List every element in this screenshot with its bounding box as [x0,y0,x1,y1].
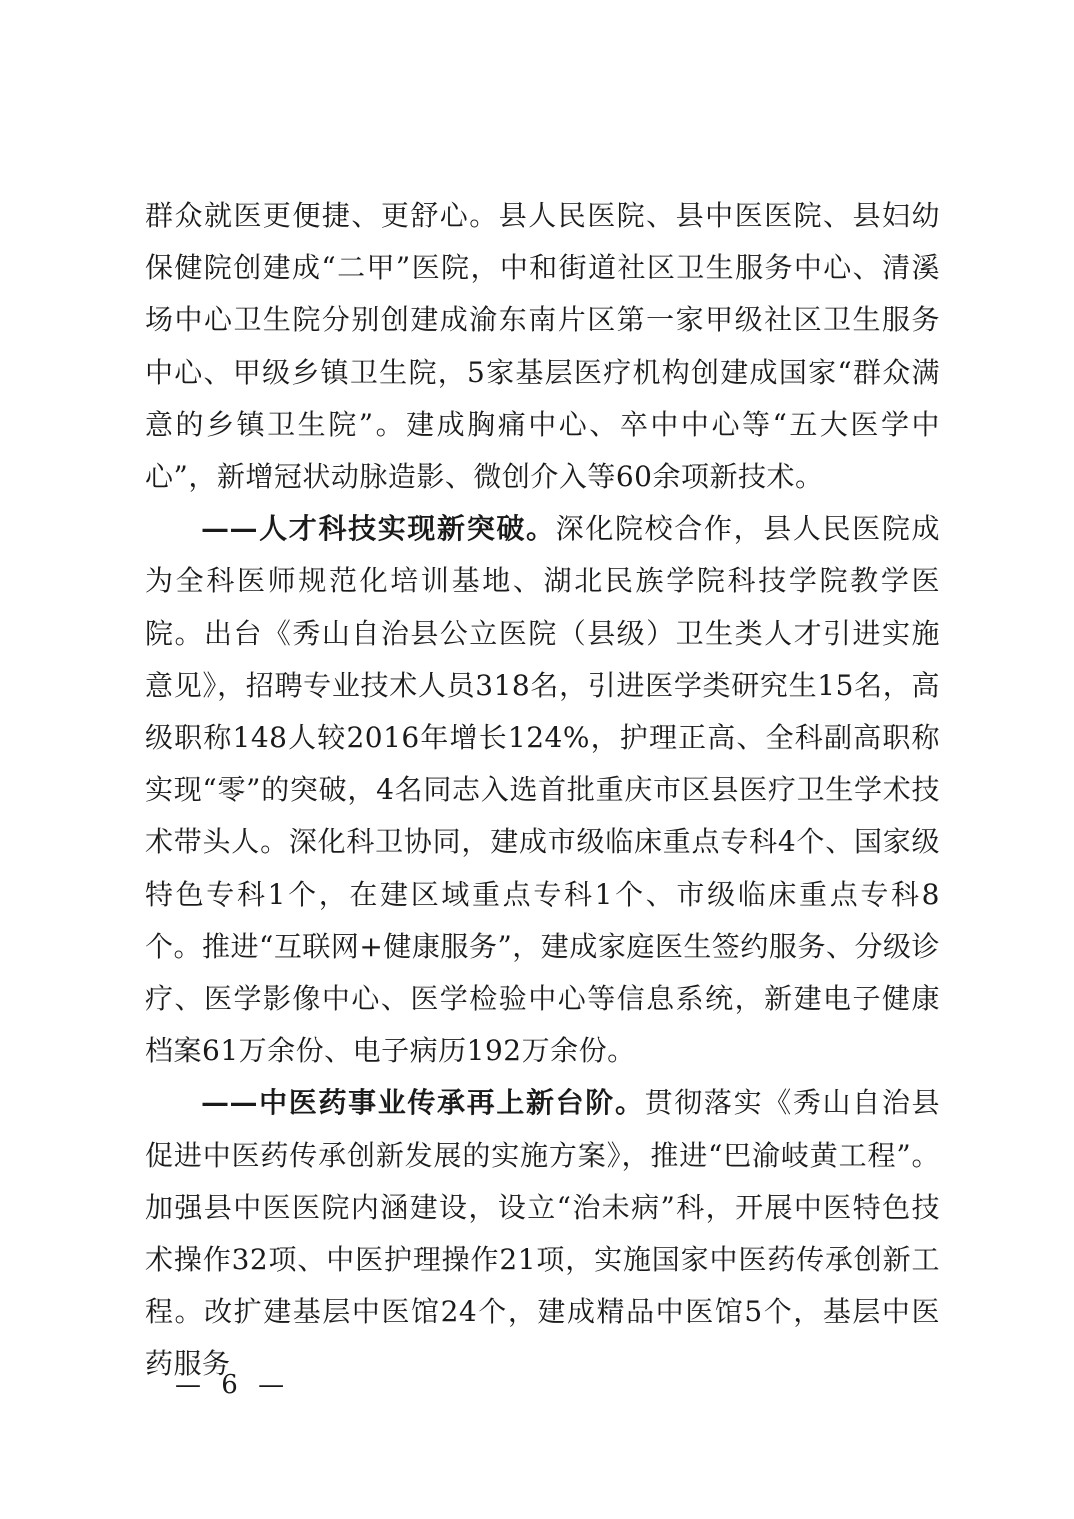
paragraph-3-heading: ——中医药事业传承再上新台阶。 [201,1086,645,1120]
paragraph-2-text: 深化院校合作，县人民医院成为全科医师规范化培训基地、湖北民族学院科技学院教学医院。出台《秀山自治县公立医院（县级）卫生类人才引进实施意见》，招聘专业技术人员318名，引进医学类研究生15名，高级职称148人较2016年增长124%，护理正高、全科副高职称实现“零”的突破，4名同志入选首批重庆市区县医疗卫生学术技术带头人。深化科卫协同，建成市级临床重点专科4个、国家级特色专科1个，在建区域重点专科1个、市级临床重点专科8个。推进“互联网+健康服务”，建成家庭医生签约服务、分级诊疗、医学影像中心、医学检验中心等信息系统，新建电子健康档案61万余份、电子病历192万余份。 [145,512,940,1068]
paragraph-1-text: 群众就医更便捷、更舒心。县人民医院、县中医医院、县妇幼保健院创建成“二甲”医院，中和街道社区卫生服务中心、清溪场中心卫生院分别创建成渝东南片区第一家甲级社区卫生服务中心、甲级乡镇卫生院，5家基层医疗机构创建成国家“群众满意的乡镇卫生院”。建成胸痛中心、卒中中心等“五大医学中心”，新增冠状动脉造影、微创介入等60余项新技术。 [145,199,940,494]
paragraph-2-heading: ——人才科技实现新突破。 [201,512,556,546]
page-number: — 6 — [175,1370,291,1400]
paragraph-1 [145,190,940,503]
document-body [145,190,940,1391]
paragraph-2 [145,503,940,1077]
paragraph-3 [145,1077,940,1390]
paragraph-3-text: 贯彻落实《秀山自治县促进中医药传承创新发展的实施方案》，推进“巴渝岐黄工程”。加强县中医医院内涵建设，设立“治未病”科，开展中医特色技术操作32项、中医护理操作21项，实施国家中医药传承创新工程。改扩建基层中医馆24个，建成精品中医馆5个，基层中医药服务 [145,1086,940,1381]
